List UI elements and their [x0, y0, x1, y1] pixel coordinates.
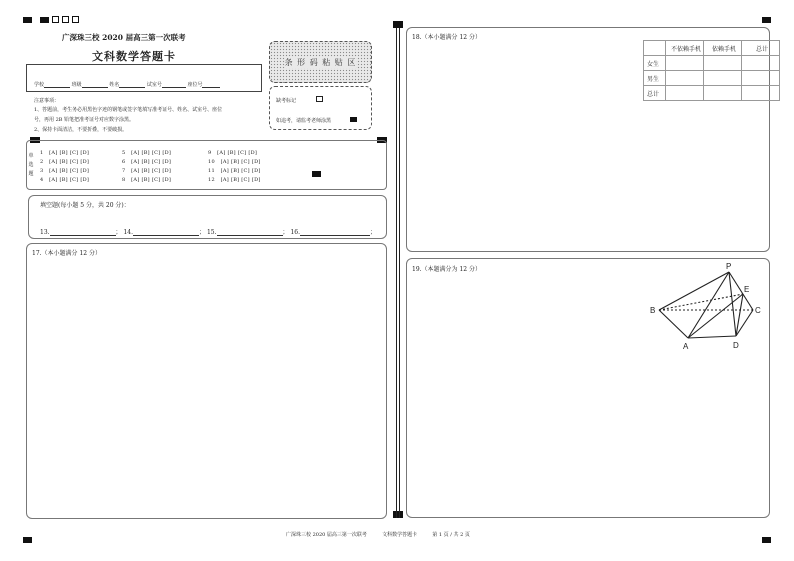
mc-row[interactable]: 9 [A] [B] [C] [D] [208, 150, 258, 156]
table-cell[interactable] [742, 56, 780, 71]
blank-13-field[interactable] [50, 229, 116, 236]
blank-16-field[interactable] [300, 229, 370, 236]
blank-label: 16. [290, 229, 300, 236]
table-header: 不依赖手机 [666, 41, 704, 56]
table-cell[interactable] [742, 71, 780, 86]
table-row-label: 总计 [644, 86, 666, 101]
table-header: 依赖手机 [704, 41, 742, 56]
mc-row[interactable]: 7 [A] [B] [C] [D] [122, 168, 172, 174]
blank-14-field[interactable] [133, 229, 199, 236]
notes-item: 1、答题前，考生务必用黑色字迹的钢笔或签字笔填写准考证号、姓名、试室号、座位 [34, 107, 223, 113]
footer-exam: 广深珠三校 2020 届高三第一次联考 [286, 532, 367, 538]
edge-BA [659, 310, 688, 338]
violation-mark[interactable] [350, 117, 357, 122]
class-field-label: 班级 [71, 82, 82, 88]
notes-heading: 注意事项： [34, 98, 60, 104]
point-label-C: C [755, 306, 761, 315]
fill-blank-heading: 填空题(每小题 5 分，共 20 分)： [40, 202, 130, 209]
seat-field-label: 座位号 [187, 82, 203, 88]
mc-row[interactable]: 1 [A] [B] [C] [D] [40, 150, 90, 156]
point-label-P: P [726, 262, 732, 271]
violation-label: 如违考，请监考老师涂黑 [276, 118, 332, 124]
mc-timing-mark [312, 171, 321, 177]
notes-item: 号，再用 2B 铅笔把准考证号对应数字涂黑。 [34, 117, 135, 123]
table-cell[interactable] [704, 86, 742, 101]
timing-mark [762, 537, 771, 543]
table-cell[interactable] [704, 71, 742, 86]
table-row-label: 女生 [644, 56, 666, 71]
point-label-E: E [744, 285, 750, 294]
q18-table [643, 40, 780, 101]
barcode-area [269, 41, 372, 83]
timing-mark [393, 21, 403, 28]
table-cell[interactable] [666, 86, 704, 101]
point-label-A: A [683, 342, 689, 351]
mc-row[interactable]: 8 [A] [B] [C] [D] [122, 177, 172, 183]
fill-blank-row: 13. ； 14. ； 15. ； 16. ； [40, 229, 377, 236]
school-field-label: 学校 [34, 82, 45, 88]
mc-row[interactable]: 3 [A] [B] [C] [D] [40, 168, 90, 174]
table-cell[interactable] [704, 56, 742, 71]
timing-mark [23, 537, 32, 543]
seat-field[interactable] [202, 81, 220, 88]
blank-label: 14. [123, 229, 134, 236]
timing-mark [23, 17, 32, 23]
point-label-B: B [650, 306, 656, 315]
info-fields-row [34, 81, 220, 88]
edge-PB [659, 272, 729, 310]
timing-mark [762, 17, 771, 23]
q19-label: 19.（本题满分为 12 分） [412, 266, 481, 273]
q17-label: 17.（本小题满分 12 分） [32, 250, 101, 257]
blank-label: 13. [40, 229, 50, 236]
timing-mark-hollow [62, 16, 69, 23]
table-cell[interactable] [666, 71, 704, 86]
timing-mark [40, 17, 49, 23]
mc-row[interactable]: 11 [A] [B] [C] [D] [208, 168, 261, 174]
mc-row[interactable]: 5 [A] [B] [C] [D] [122, 150, 172, 156]
q18-label: 18.（本小题满分 12 分） [412, 34, 481, 41]
point-label-D: D [733, 341, 739, 350]
center-divider [396, 28, 400, 518]
absent-label: 缺考标记 [276, 98, 297, 104]
notes-item: 2、保持卡面清洁，不要折叠，不要破损。 [34, 127, 128, 133]
blank-label: 15. [206, 229, 217, 236]
table-cell[interactable] [742, 86, 780, 101]
footer-page: 第 1 页 / 共 2 页 [432, 532, 470, 538]
footer-subject: 文科数学答题卡 [382, 532, 418, 538]
room-field-label: 试室号 [146, 82, 162, 88]
edge-AD [688, 336, 736, 338]
card-title: 文科数学答题卡 [92, 50, 176, 63]
class-field[interactable] [82, 81, 108, 88]
table-cell[interactable] [666, 56, 704, 71]
absent-checkbox[interactable] [316, 96, 323, 102]
pyramid-figure [640, 258, 770, 358]
edge-BE-hidden [659, 294, 743, 310]
table-header: 总计 [742, 41, 780, 56]
mc-row[interactable]: 12 [A] [B] [C] [D] [208, 177, 261, 183]
mc-section-label: 单 选 题 [28, 153, 34, 177]
footer [286, 531, 470, 538]
room-field[interactable] [162, 81, 186, 88]
edge-PA [688, 272, 729, 338]
name-field[interactable] [119, 81, 145, 88]
table-header [644, 41, 666, 56]
school-title: 广深珠三校 2020 届高三第一次联考 [62, 33, 186, 42]
q17-answer-box[interactable] [26, 243, 387, 519]
timing-mark-hollow [52, 16, 59, 23]
mc-row[interactable]: 10 [A] [B] [C] [D] [208, 159, 261, 165]
blank-15-field[interactable] [217, 229, 283, 236]
name-field-label: 姓名 [109, 82, 120, 88]
timing-mark-hollow [72, 16, 79, 23]
barcode-label: 条 形 码 粘 贴 区 [284, 57, 357, 67]
school-field[interactable] [44, 81, 70, 88]
mc-row[interactable]: 4 [A] [B] [C] [D] [40, 177, 90, 183]
mc-row[interactable]: 2 [A] [B] [C] [D] [40, 159, 90, 165]
mc-row[interactable]: 6 [A] [B] [C] [D] [122, 159, 172, 165]
edge-AE [688, 294, 743, 338]
table-row-label: 男生 [644, 71, 666, 86]
